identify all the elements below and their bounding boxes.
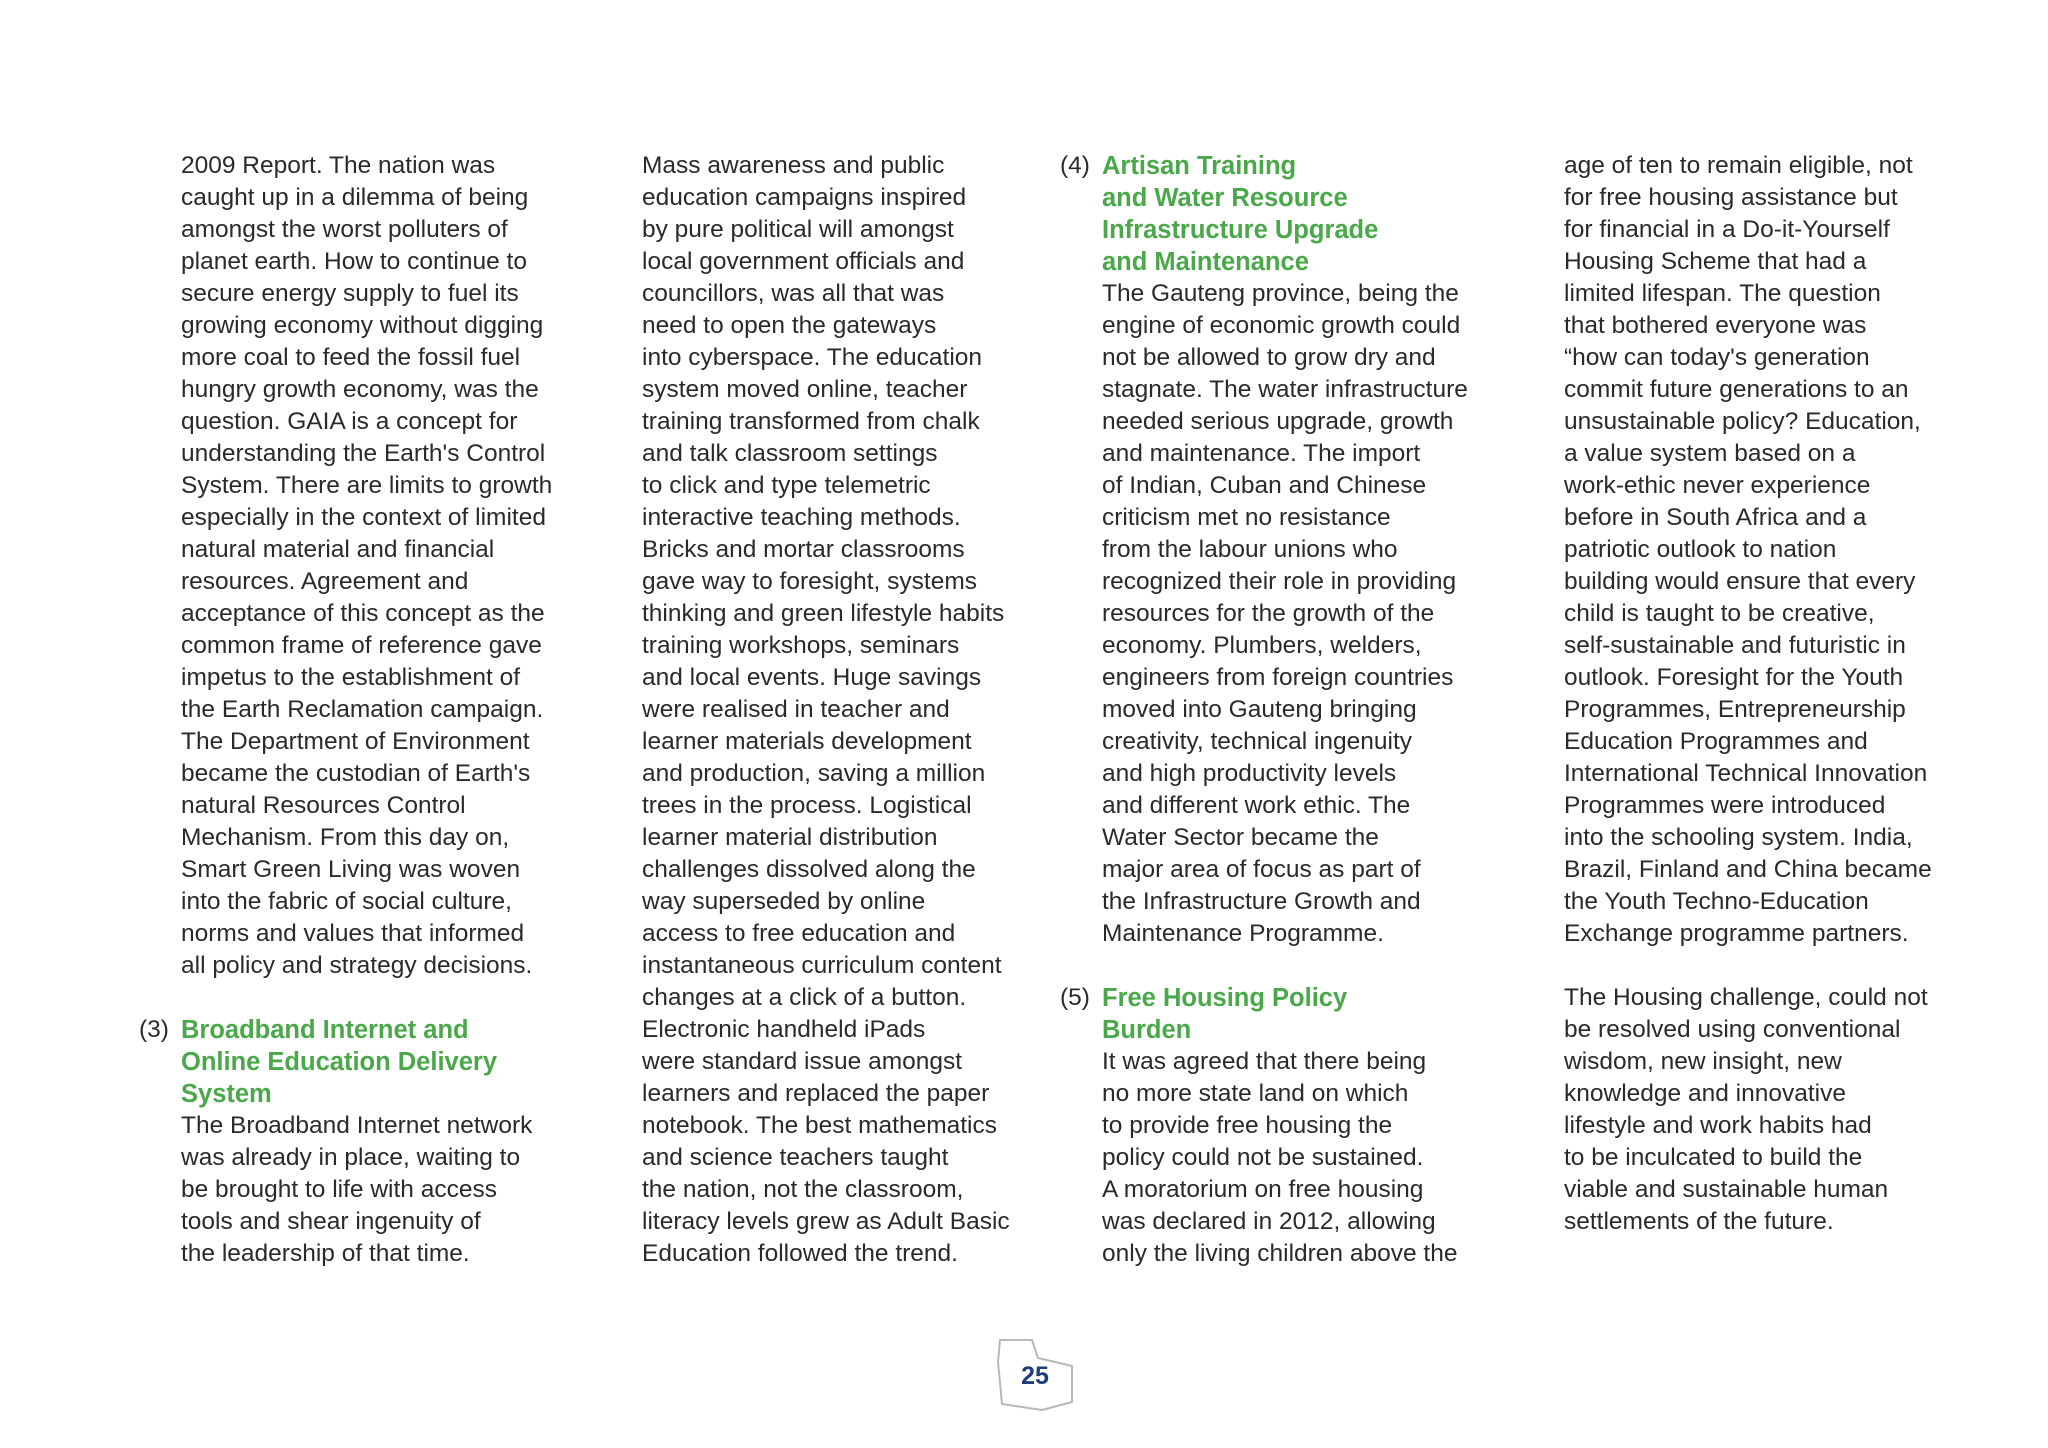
page-number-badge — [992, 1336, 1078, 1416]
text-line: Maintenance Programme. — [1102, 920, 1384, 947]
text-line: It was agreed that there being — [1102, 1048, 1427, 1075]
text-line: International Technical Innovation — [1564, 760, 1928, 787]
text-line: planet earth. How to continue to — [181, 248, 527, 275]
text-line: policy could not be sustained. — [1102, 1144, 1424, 1171]
text-line: viable and sustainable human — [1564, 1176, 1889, 1203]
text-line: was declared in 2012, allowing — [1102, 1208, 1436, 1235]
text-line: Smart Green Living was woven — [181, 856, 521, 883]
text-line: the nation, not the classroom, — [642, 1176, 964, 1203]
text-line: a value system based on a — [1564, 440, 1856, 467]
text-line: growing economy without digging — [181, 312, 544, 339]
text-line: natural Resources Control — [181, 792, 466, 819]
text-line: criticism met no resistance — [1102, 504, 1391, 531]
heading-line: Artisan Training — [1102, 152, 1297, 180]
text-line: moved into Gauteng bringing — [1102, 696, 1417, 723]
text-line: The Department of Environment — [181, 728, 530, 755]
column-1 — [139, 150, 553, 1270]
text-line: Programmes, Entrepreneurship — [1564, 696, 1906, 723]
text-line: training transformed from chalk — [642, 408, 980, 435]
text-line: were standard issue amongst — [642, 1048, 963, 1075]
text-line: became the custodian of Earth's — [181, 760, 531, 787]
section-4 — [1060, 150, 1468, 950]
text-line: no more state land on which — [1102, 1080, 1409, 1107]
text-line: amongst the worst polluters of — [181, 216, 508, 243]
text-line: especially in the context of limited — [181, 504, 546, 531]
text-line: into the fabric of social culture, — [181, 888, 512, 915]
text-line: Mechanism. From this day on, — [181, 824, 510, 851]
text-line: engineers from foreign countries — [1102, 664, 1454, 691]
text-line: Electronic handheld iPads — [642, 1016, 926, 1043]
text-line: by pure political will amongst — [642, 216, 954, 243]
body-paragraph-2 — [1564, 982, 1932, 1238]
text-line: Water Sector became the — [1102, 824, 1379, 851]
text-line: learners and replaced the paper — [642, 1080, 990, 1107]
text-line: and high productivity levels — [1102, 760, 1397, 787]
text-line: more coal to feed the fossil fuel — [181, 344, 521, 371]
text-line: only the living children above the — [1102, 1240, 1458, 1267]
column-3 — [1060, 150, 1468, 1270]
text-line: question. GAIA is a concept for — [181, 408, 518, 435]
text-line: Bricks and mortar classrooms — [642, 536, 965, 563]
text-line: common frame of reference gave — [181, 632, 542, 659]
text-line: education campaigns inspired — [642, 184, 967, 211]
text-line: learner material distribution — [642, 824, 938, 851]
text-line: and science teachers taught — [642, 1144, 949, 1171]
text-line: wisdom, new insight, new — [1564, 1048, 1842, 1075]
text-line: system moved online, teacher — [642, 376, 968, 403]
section-body — [181, 1110, 552, 1270]
text-line: not be allowed to grow dry and — [1102, 344, 1436, 371]
text-line: notebook. The best mathematics — [642, 1112, 997, 1139]
text-line: Programmes were introduced — [1564, 792, 1886, 819]
text-line: A moratorium on free housing — [1102, 1176, 1424, 1203]
text-line: local government officials and — [642, 248, 965, 275]
text-line: way superseded by online — [642, 888, 926, 915]
text-line: Mass awareness and public — [642, 152, 945, 179]
text-line: and talk classroom settings — [642, 440, 938, 467]
text-line: challenges dissolved along the — [642, 856, 976, 883]
text-line: outlook. Foresight for the Youth — [1564, 664, 1904, 691]
text-line: gave way to foresight, systems — [642, 568, 977, 595]
text-line: training workshops, seminars — [642, 632, 960, 659]
text-line: into cyberspace. The education — [642, 344, 983, 371]
page-number: 25 — [1021, 1362, 1049, 1390]
section-body — [1102, 1046, 1468, 1270]
column-2 — [642, 150, 1010, 1270]
text-line: The Broadband Internet network — [181, 1112, 533, 1139]
text-line: limited lifespan. The question — [1564, 280, 1881, 307]
text-line: Exchange programme partners. — [1564, 920, 1909, 947]
heading-line: Broadband Internet and — [181, 1016, 469, 1044]
heading-line: Burden — [1102, 1016, 1192, 1044]
section-heading — [181, 1014, 552, 1110]
text-line: natural material and financial — [181, 536, 495, 563]
text-line: the Infrastructure Growth and — [1102, 888, 1421, 915]
text-line: Brazil, Finland and China became — [1564, 856, 1932, 883]
text-line: self-sustainable and futuristic in — [1564, 632, 1906, 659]
text-line: caught up in a dilemma of being — [181, 184, 529, 211]
text-line: the Earth Reclamation campaign. — [181, 696, 544, 723]
text-line: thinking and green lifestyle habits — [642, 600, 1005, 627]
text-line: access to free education and — [642, 920, 956, 947]
body-paragraph-1 — [1564, 150, 1932, 950]
heading-line: and Maintenance — [1102, 248, 1309, 276]
section-heading — [1102, 982, 1468, 1046]
text-line: child is taught to be creative, — [1564, 600, 1875, 627]
text-line: and production, saving a million — [642, 760, 986, 787]
section-number: (5) — [1060, 984, 1090, 1011]
text-line: commit future generations to an — [1564, 376, 1909, 403]
text-line: be brought to life with access — [181, 1176, 497, 1203]
text-line: all policy and strategy decisions. — [181, 952, 533, 979]
text-line: knowledge and innovative — [1564, 1080, 1846, 1107]
text-line: hungry growth economy, was the — [181, 376, 539, 403]
text-line: building would ensure that every — [1564, 568, 1916, 595]
text-line: engine of economic growth could — [1102, 312, 1461, 339]
text-line: 2009 Report. The nation was — [181, 152, 496, 179]
text-line: age of ten to remain eligible, not — [1564, 152, 1913, 179]
text-line: councillors, was all that was — [642, 280, 945, 307]
text-line: work-ethic never experience — [1564, 472, 1871, 499]
text-line: interactive teaching methods. — [642, 504, 961, 531]
text-line: understanding the Earth's Control — [181, 440, 546, 467]
text-line: into the schooling system. India, — [1564, 824, 1913, 851]
text-line: trees in the process. Logistical — [642, 792, 972, 819]
text-line: resources for the growth of the — [1102, 600, 1435, 627]
text-line: for financial in a Do-it-Yourself — [1564, 216, 1890, 243]
text-line: and maintenance. The import — [1102, 440, 1421, 467]
section-3 — [139, 1014, 552, 1270]
body-paragraph — [642, 150, 1010, 1270]
text-line: recognized their role in providing — [1102, 568, 1457, 595]
section-body — [1102, 278, 1468, 950]
heading-line: Infrastructure Upgrade — [1102, 216, 1379, 244]
text-line: System. There are limits to growth — [181, 472, 553, 499]
text-line: instantaneous curriculum content — [642, 952, 1002, 979]
text-line: acceptance of this concept as the — [181, 600, 545, 627]
heading-line: System — [181, 1080, 272, 1108]
text-line: major area of focus as part of — [1102, 856, 1421, 883]
text-line: norms and values that informed — [181, 920, 525, 947]
text-line: for free housing assistance but — [1564, 184, 1898, 211]
text-line: settlements of the future. — [1564, 1208, 1834, 1235]
text-line: learner materials development — [642, 728, 972, 755]
text-line: Education followed the trend. — [642, 1240, 958, 1267]
text-line: were realised in teacher and — [642, 696, 950, 723]
text-line: Education Programmes and — [1564, 728, 1868, 755]
text-line: before in South Africa and a — [1564, 504, 1867, 531]
text-line: creativity, technical ingenuity — [1102, 728, 1413, 755]
text-line: lifestyle and work habits had — [1564, 1112, 1872, 1139]
text-line: unsustainable policy? Education, — [1564, 408, 1921, 435]
text-line: literacy levels grew as Adult Basic — [642, 1208, 1010, 1235]
text-line: and local events. Huge savings — [642, 664, 982, 691]
text-line: impetus to the establishment of — [181, 664, 521, 691]
intro-paragraph — [181, 150, 552, 982]
text-line: secure energy supply to fuel its — [181, 280, 519, 307]
section-number: (4) — [1060, 152, 1090, 179]
section-number: (3) — [139, 1016, 169, 1043]
text-line: to provide free housing the — [1102, 1112, 1393, 1139]
text-line: need to open the gateways — [642, 312, 937, 339]
text-line: the leadership of that time. — [181, 1240, 470, 1267]
text-line: and different work ethic. The — [1102, 792, 1411, 819]
text-line: from the labour unions who — [1102, 536, 1398, 563]
text-line: patriotic outlook to nation — [1564, 536, 1837, 563]
heading-line: Free Housing Policy — [1102, 984, 1348, 1012]
heading-line: and Water Resource — [1102, 184, 1348, 212]
text-line: resources. Agreement and — [181, 568, 469, 595]
section-5 — [1060, 982, 1468, 1270]
text-line: to be inculcated to build the — [1564, 1144, 1863, 1171]
text-line: “how can today's generation — [1564, 344, 1870, 371]
text-line: tools and shear ingenuity of — [181, 1208, 481, 1235]
heading-line: Online Education Delivery — [181, 1048, 497, 1076]
text-line: of Indian, Cuban and Chinese — [1102, 472, 1427, 499]
text-line: stagnate. The water infrastructure — [1102, 376, 1468, 403]
text-line: to click and type telemetric — [642, 472, 931, 499]
text-line: that bothered everyone was — [1564, 312, 1867, 339]
text-line: economy. Plumbers, welders, — [1102, 632, 1422, 659]
text-line: The Housing challenge, could not — [1564, 984, 1928, 1011]
section-heading — [1102, 150, 1468, 278]
text-line: be resolved using conventional — [1564, 1016, 1901, 1043]
column-4 — [1564, 150, 1932, 1238]
text-line: needed serious upgrade, growth — [1102, 408, 1454, 435]
text-line: the Youth Techno-Education — [1564, 888, 1869, 915]
text-line: Housing Scheme that had a — [1564, 248, 1867, 275]
text-line: was already in place, waiting to — [181, 1144, 521, 1171]
text-line: The Gauteng province, being the — [1102, 280, 1459, 307]
text-line: changes at a click of a button. — [642, 984, 967, 1011]
